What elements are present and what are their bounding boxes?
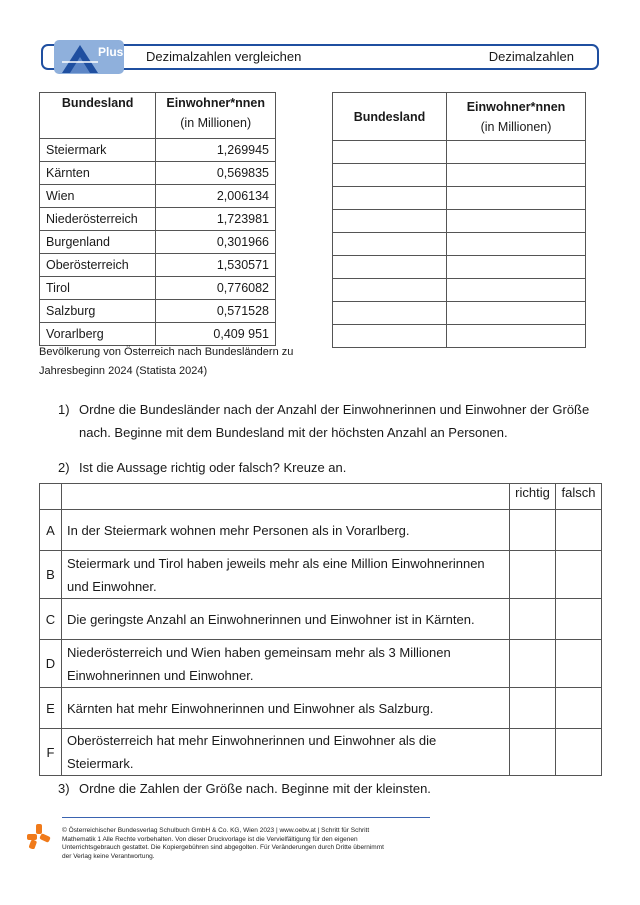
value-cell: 0,301966 xyxy=(156,231,276,254)
answer-header-einwohner-sub: (in Millionen) xyxy=(480,119,552,134)
table-row xyxy=(40,139,276,162)
answer-value-cell[interactable] xyxy=(447,233,586,256)
statement-text xyxy=(62,688,510,729)
statement-text xyxy=(62,599,510,640)
footer-line-3: Unterrichtsgebrauch gestattet. Die Kopiergebühren sind abgegolten. Für Veränderungen durch Dritte übernimmt xyxy=(62,844,384,852)
table-row xyxy=(40,300,276,323)
state-cell: Tirol xyxy=(40,277,156,300)
caption-line-2: Jahresbeginn 2024 (Statista 2024) xyxy=(39,365,208,377)
checkbox-richtig[interactable] xyxy=(510,599,556,640)
checkbox-richtig[interactable] xyxy=(510,729,556,776)
statement-text xyxy=(62,729,510,776)
table-row xyxy=(40,254,276,277)
table-header-row xyxy=(40,93,276,139)
statements-table xyxy=(39,483,602,776)
answer-value-cell[interactable] xyxy=(447,210,586,233)
statement-line-2: Einwohnerinnen und Einwohner. xyxy=(67,667,254,683)
publisher-logo-icon xyxy=(26,823,52,849)
answer-row xyxy=(333,187,586,210)
answer-value-cell[interactable] xyxy=(447,141,586,164)
subject-label: Dezimalzahlen xyxy=(488,49,574,64)
statement-line-1: Oberösterreich hat mehr Einwohnerinnen und Einwohner als die Steiermark. xyxy=(67,733,437,771)
header-einwohner-label: Einwohner*nnen xyxy=(166,96,265,110)
state-cell: Niederösterreich xyxy=(40,208,156,231)
answer-state-cell[interactable] xyxy=(333,141,447,164)
statement-row xyxy=(40,551,602,599)
statement-row xyxy=(40,729,602,776)
checkbox-falsch[interactable] xyxy=(556,729,602,776)
answer-value-cell[interactable] xyxy=(447,279,586,302)
task-2-text: Ist die Aussage richtig oder falsch? Kreuze an. xyxy=(79,460,347,475)
statement-row xyxy=(40,599,602,640)
statement-text xyxy=(62,640,510,688)
state-cell: Salzburg xyxy=(40,300,156,323)
value-cell: 0,409 951 xyxy=(156,323,276,346)
state-cell: Burgenland xyxy=(40,231,156,254)
table-row xyxy=(40,162,276,185)
statement-line-1: Niederösterreich und Wien haben gemeinsam mehr als 3 Millionen xyxy=(67,644,451,660)
task-1-line-1: Ordne die Bundesländer nach der Anzahl der Einwohnerinnen und Einwohner der Größe xyxy=(79,402,590,417)
footer-copyright xyxy=(62,827,432,862)
answer-state-cell[interactable] xyxy=(333,279,447,302)
answer-value-cell[interactable] xyxy=(447,256,586,279)
answer-state-cell[interactable] xyxy=(333,187,447,210)
value-cell: 1,723981 xyxy=(156,208,276,231)
statement-row xyxy=(40,688,602,729)
statement-line-1: Die geringste Anzahl an Einwohnerinnen und Einwohner ist in Kärnten. xyxy=(67,611,475,627)
answer-value-cell[interactable] xyxy=(447,325,586,348)
statement-text xyxy=(62,510,510,551)
answer-header-einwohner-label: Einwohner*nnen xyxy=(466,99,566,114)
checkbox-richtig[interactable] xyxy=(510,688,556,729)
answer-row xyxy=(333,256,586,279)
answer-state-cell[interactable] xyxy=(333,210,447,233)
task-2-number: 2) xyxy=(58,460,70,475)
value-cell: 1,269945 xyxy=(156,139,276,162)
checkbox-richtig[interactable] xyxy=(510,510,556,551)
answer-state-cell[interactable] xyxy=(333,302,447,325)
checkbox-falsch[interactable] xyxy=(556,551,602,599)
answer-header-einwohner xyxy=(447,93,586,141)
state-cell: Vorarlberg xyxy=(40,323,156,346)
footer-divider xyxy=(62,817,430,818)
statement-letter: A xyxy=(40,510,62,551)
answer-state-cell[interactable] xyxy=(333,233,447,256)
checkbox-falsch[interactable] xyxy=(556,599,602,640)
answer-state-cell[interactable] xyxy=(333,256,447,279)
table-row xyxy=(40,231,276,254)
statement-line-1: Steiermark und Tirol haben jeweils mehr als eine Million Einwohnerinnen xyxy=(67,555,485,571)
task-1-line-2: nach. Beginne mit dem Bundesland mit der höchsten Anzahl an Personen. xyxy=(79,425,508,440)
answer-header-bundesland: Bundesland xyxy=(333,93,447,141)
answer-row xyxy=(333,141,586,164)
statement-letter: C xyxy=(40,599,62,640)
statement-letter: D xyxy=(40,640,62,688)
checkbox-richtig[interactable] xyxy=(510,551,556,599)
header-empty-statement xyxy=(62,484,510,510)
header-empty-letter xyxy=(40,484,62,510)
task-1-number: 1) xyxy=(58,402,70,417)
value-cell: 0,776082 xyxy=(156,277,276,300)
statement-line-1: Kärnten hat mehr Einwohnerinnen und Einwohner als Salzburg. xyxy=(67,700,434,716)
table-row xyxy=(40,185,276,208)
answer-row xyxy=(333,302,586,325)
page-title: Dezimalzahlen vergleichen xyxy=(146,49,302,64)
statement-line-2: und Einwohner. xyxy=(67,578,157,594)
footer-line-4: der Verlag keine Verantwortung. xyxy=(62,853,155,861)
value-cell: 2,006134 xyxy=(156,185,276,208)
statement-line-1: In der Steiermark wohnen mehr Personen als in Vorarlberg. xyxy=(67,522,410,538)
value-cell: 0,569835 xyxy=(156,162,276,185)
header-bundesland: Bundesland xyxy=(40,93,156,139)
statement-letter: F xyxy=(40,729,62,776)
answer-row xyxy=(333,164,586,187)
logo-text: Plus xyxy=(98,45,124,59)
statement-row xyxy=(40,510,602,551)
statement-letter: B xyxy=(40,551,62,599)
checkbox-falsch[interactable] xyxy=(556,688,602,729)
answer-header-row xyxy=(333,93,586,141)
state-cell: Steiermark xyxy=(40,139,156,162)
state-cell: Kärnten xyxy=(40,162,156,185)
checkbox-richtig[interactable] xyxy=(510,640,556,688)
task-1-text xyxy=(79,398,599,444)
caption-line-1: Bevölkerung von Österreich nach Bundesländern zu xyxy=(39,346,294,358)
answer-row xyxy=(333,210,586,233)
value-cell: 1,530571 xyxy=(156,254,276,277)
statement-row xyxy=(40,640,602,688)
statements-header-row xyxy=(40,484,602,510)
answer-value-cell[interactable] xyxy=(447,187,586,210)
statement-letter: E xyxy=(40,688,62,729)
answer-row xyxy=(333,233,586,256)
answer-value-cell[interactable] xyxy=(447,164,586,187)
task-3-number: 3) xyxy=(58,781,70,796)
answer-row xyxy=(333,325,586,348)
answer-state-cell[interactable] xyxy=(333,325,447,348)
plus-logo xyxy=(54,40,124,74)
header-falsch: falsch xyxy=(556,484,602,510)
answer-table xyxy=(332,92,586,348)
header-einwohner xyxy=(156,93,276,139)
footer-line-2: Mathematik 1 Alle Rechte vorbehalten. Von dieser Druckvorlage ist die Vervielfältigung für den eigenen xyxy=(62,835,358,843)
table-row xyxy=(40,208,276,231)
answer-state-cell[interactable] xyxy=(333,164,447,187)
table-row xyxy=(40,277,276,300)
header-richtig: richtig xyxy=(510,484,556,510)
statement-text xyxy=(62,551,510,599)
footer-line-1: © Österreichischer Bundesverlag Schulbuch GmbH & Co. KG, Wien 2023 | www.oebv.at | Schritt für Schritt xyxy=(62,827,370,834)
task-3-text: Ordne die Zahlen der Größe nach. Beginne mit der kleinsten. xyxy=(79,781,431,796)
table-caption xyxy=(39,343,319,381)
value-cell: 0,571528 xyxy=(156,300,276,323)
header-einwohner-sub: (in Millionen) xyxy=(180,116,252,130)
answer-row xyxy=(333,279,586,302)
state-cell: Oberösterreich xyxy=(40,254,156,277)
checkbox-falsch[interactable] xyxy=(556,510,602,551)
state-cell: Wien xyxy=(40,185,156,208)
population-table xyxy=(39,92,276,346)
checkbox-falsch[interactable] xyxy=(556,640,602,688)
answer-value-cell[interactable] xyxy=(447,302,586,325)
